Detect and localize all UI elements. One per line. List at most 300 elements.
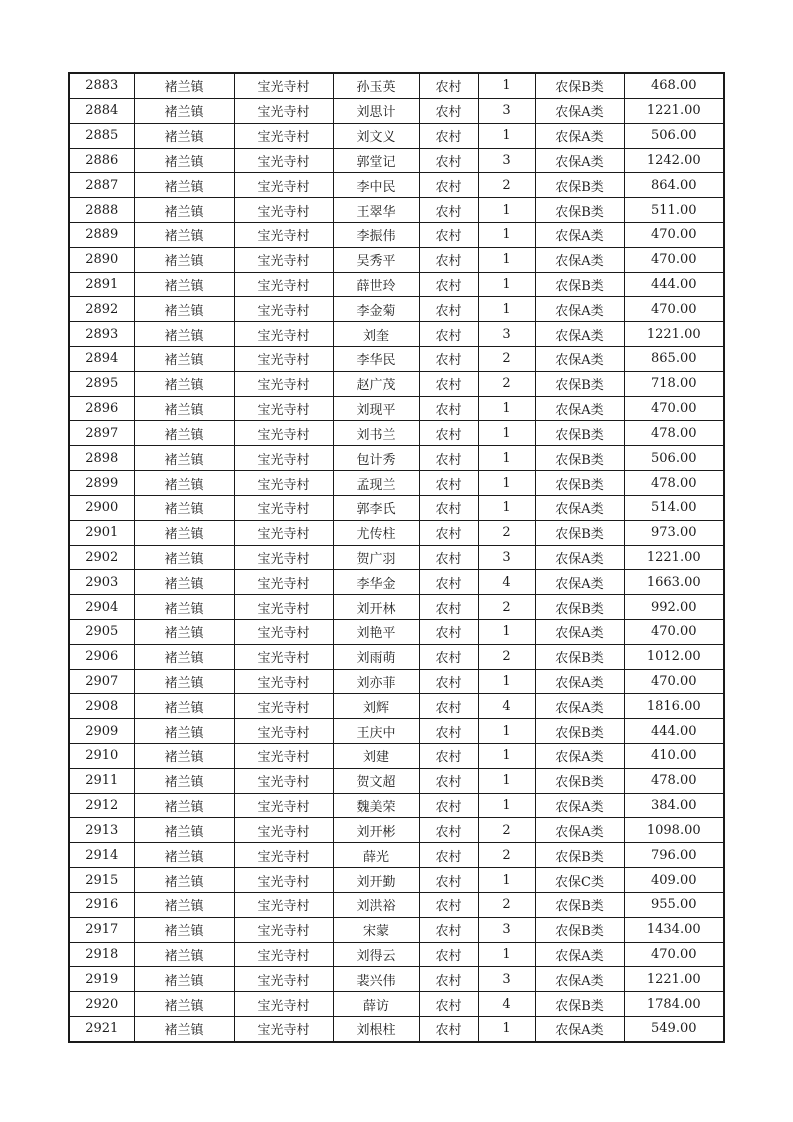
cell-person-count: 3 — [478, 967, 535, 992]
cell-residence-type: 农村 — [419, 421, 478, 446]
table-row — [69, 570, 724, 595]
cell-person-count: 1 — [478, 669, 535, 694]
cell-residence-type: 农村 — [419, 545, 478, 570]
table-row — [69, 347, 724, 372]
cell-village: 宝光寺村 — [234, 967, 333, 992]
cell-insurance-category: 农保B类 — [535, 892, 624, 917]
cell-amount: 1221.00 — [624, 545, 724, 570]
cell-person-name: 李华民 — [333, 347, 419, 372]
cell-village: 宝光寺村 — [234, 818, 333, 843]
table-row — [69, 98, 724, 123]
cell-residence-type: 农村 — [419, 322, 478, 347]
cell-amount: 1242.00 — [624, 148, 724, 173]
cell-person-count: 1 — [478, 471, 535, 496]
cell-person-count: 2 — [478, 843, 535, 868]
cell-insurance-category: 农保B类 — [535, 992, 624, 1017]
cell-sequence-number: 2907 — [69, 669, 134, 694]
cell-sequence-number: 2903 — [69, 570, 134, 595]
cell-town: 褚兰镇 — [134, 371, 234, 396]
cell-person-count: 2 — [478, 644, 535, 669]
cell-town: 褚兰镇 — [134, 768, 234, 793]
cell-person-count: 1 — [478, 297, 535, 322]
cell-sequence-number: 2911 — [69, 768, 134, 793]
cell-sequence-number: 2916 — [69, 892, 134, 917]
cell-sequence-number: 2886 — [69, 148, 134, 173]
cell-residence-type: 农村 — [419, 967, 478, 992]
cell-amount: 470.00 — [624, 619, 724, 644]
cell-insurance-category: 农保A类 — [535, 570, 624, 595]
cell-person-count: 1 — [478, 793, 535, 818]
cell-amount: 470.00 — [624, 222, 724, 247]
cell-person-name: 薛世玲 — [333, 272, 419, 297]
cell-insurance-category: 农保A类 — [535, 322, 624, 347]
cell-amount: 1098.00 — [624, 818, 724, 843]
cell-amount: 384.00 — [624, 793, 724, 818]
cell-village: 宝光寺村 — [234, 371, 333, 396]
table-row — [69, 694, 724, 719]
cell-amount: 1434.00 — [624, 917, 724, 942]
cell-insurance-category: 农保A类 — [535, 297, 624, 322]
cell-amount: 796.00 — [624, 843, 724, 868]
cell-town: 褚兰镇 — [134, 98, 234, 123]
cell-village: 宝光寺村 — [234, 297, 333, 322]
cell-residence-type: 农村 — [419, 768, 478, 793]
cell-person-name: 刘得云 — [333, 942, 419, 967]
cell-sequence-number: 2896 — [69, 396, 134, 421]
cell-insurance-category: 农保B类 — [535, 371, 624, 396]
cell-person-name: 刘开勤 — [333, 868, 419, 893]
cell-sequence-number: 2899 — [69, 471, 134, 496]
cell-insurance-category: 农保B类 — [535, 843, 624, 868]
cell-sequence-number: 2884 — [69, 98, 134, 123]
table-row — [69, 222, 724, 247]
cell-residence-type: 农村 — [419, 619, 478, 644]
cell-town: 褚兰镇 — [134, 793, 234, 818]
cell-insurance-category: 农保B类 — [535, 917, 624, 942]
cell-amount: 470.00 — [624, 297, 724, 322]
cell-person-count: 1 — [478, 744, 535, 769]
cell-person-name: 刘书兰 — [333, 421, 419, 446]
cell-person-name: 魏美荣 — [333, 793, 419, 818]
cell-village: 宝光寺村 — [234, 595, 333, 620]
cell-village: 宝光寺村 — [234, 98, 333, 123]
cell-amount: 444.00 — [624, 719, 724, 744]
cell-person-count: 4 — [478, 992, 535, 1017]
cell-town: 褚兰镇 — [134, 719, 234, 744]
cell-insurance-category: 农保A类 — [535, 123, 624, 148]
table-row — [69, 768, 724, 793]
cell-town: 褚兰镇 — [134, 644, 234, 669]
cell-village: 宝光寺村 — [234, 148, 333, 173]
cell-residence-type: 农村 — [419, 942, 478, 967]
cell-person-name: 贺文超 — [333, 768, 419, 793]
cell-village: 宝光寺村 — [234, 471, 333, 496]
cell-village: 宝光寺村 — [234, 768, 333, 793]
cell-village: 宝光寺村 — [234, 917, 333, 942]
cell-town: 褚兰镇 — [134, 471, 234, 496]
table-row — [69, 892, 724, 917]
cell-sequence-number: 2914 — [69, 843, 134, 868]
cell-residence-type: 农村 — [419, 148, 478, 173]
cell-town: 褚兰镇 — [134, 818, 234, 843]
cell-person-count: 1 — [478, 868, 535, 893]
cell-sequence-number: 2883 — [69, 73, 134, 98]
cell-insurance-category: 农保A类 — [535, 98, 624, 123]
cell-town: 褚兰镇 — [134, 917, 234, 942]
table-row — [69, 471, 724, 496]
cell-residence-type: 农村 — [419, 669, 478, 694]
cell-town: 褚兰镇 — [134, 272, 234, 297]
cell-sequence-number: 2892 — [69, 297, 134, 322]
cell-amount: 718.00 — [624, 371, 724, 396]
cell-amount: 1221.00 — [624, 322, 724, 347]
table-row — [69, 1016, 724, 1042]
cell-sequence-number: 2921 — [69, 1016, 134, 1042]
cell-residence-type: 农村 — [419, 446, 478, 471]
cell-insurance-category: 农保A类 — [535, 222, 624, 247]
cell-village: 宝光寺村 — [234, 520, 333, 545]
cell-person-count: 1 — [478, 123, 535, 148]
table-row — [69, 148, 724, 173]
cell-person-name: 李中民 — [333, 173, 419, 198]
cell-amount: 410.00 — [624, 744, 724, 769]
cell-person-name: 刘雨萌 — [333, 644, 419, 669]
table-row — [69, 719, 724, 744]
cell-insurance-category: 农保A类 — [535, 669, 624, 694]
cell-residence-type: 农村 — [419, 719, 478, 744]
cell-village: 宝光寺村 — [234, 992, 333, 1017]
cell-town: 褚兰镇 — [134, 322, 234, 347]
cell-sequence-number: 2917 — [69, 917, 134, 942]
cell-sequence-number: 2919 — [69, 967, 134, 992]
table-row — [69, 818, 724, 843]
cell-person-name: 王翠华 — [333, 198, 419, 223]
cell-town: 褚兰镇 — [134, 148, 234, 173]
cell-person-count: 1 — [478, 73, 535, 98]
cell-person-count: 3 — [478, 98, 535, 123]
cell-amount: 468.00 — [624, 73, 724, 98]
cell-person-name: 包计秀 — [333, 446, 419, 471]
cell-village: 宝光寺村 — [234, 793, 333, 818]
cell-town: 褚兰镇 — [134, 545, 234, 570]
cell-insurance-category: 农保A类 — [535, 148, 624, 173]
cell-person-name: 刘根柱 — [333, 1016, 419, 1042]
cell-person-name: 吴秀平 — [333, 247, 419, 272]
cell-sequence-number: 2888 — [69, 198, 134, 223]
cell-insurance-category: 农保A类 — [535, 247, 624, 272]
cell-residence-type: 农村 — [419, 123, 478, 148]
cell-amount: 470.00 — [624, 669, 724, 694]
cell-village: 宝光寺村 — [234, 545, 333, 570]
cell-person-name: 刘辉 — [333, 694, 419, 719]
cell-sequence-number: 2909 — [69, 719, 134, 744]
cell-sequence-number: 2920 — [69, 992, 134, 1017]
cell-amount: 511.00 — [624, 198, 724, 223]
cell-village: 宝光寺村 — [234, 570, 333, 595]
pension-roster-table — [68, 72, 725, 1043]
cell-village: 宝光寺村 — [234, 942, 333, 967]
cell-town: 褚兰镇 — [134, 744, 234, 769]
cell-amount: 973.00 — [624, 520, 724, 545]
cell-person-count: 1 — [478, 272, 535, 297]
cell-amount: 478.00 — [624, 471, 724, 496]
cell-village: 宝光寺村 — [234, 868, 333, 893]
cell-sequence-number: 2913 — [69, 818, 134, 843]
cell-residence-type: 农村 — [419, 73, 478, 98]
table-row — [69, 917, 724, 942]
table-row — [69, 198, 724, 223]
cell-person-count: 4 — [478, 694, 535, 719]
cell-village: 宝光寺村 — [234, 123, 333, 148]
cell-person-count: 1 — [478, 1016, 535, 1042]
table-row — [69, 421, 724, 446]
cell-person-name: 贺广羽 — [333, 545, 419, 570]
table-row — [69, 942, 724, 967]
cell-person-name: 尤传柱 — [333, 520, 419, 545]
cell-person-name: 宋蒙 — [333, 917, 419, 942]
cell-sequence-number: 2906 — [69, 644, 134, 669]
cell-person-name: 王庆中 — [333, 719, 419, 744]
cell-person-count: 3 — [478, 148, 535, 173]
cell-residence-type: 农村 — [419, 744, 478, 769]
cell-residence-type: 农村 — [419, 892, 478, 917]
cell-person-name: 孟现兰 — [333, 471, 419, 496]
cell-residence-type: 农村 — [419, 644, 478, 669]
cell-amount: 549.00 — [624, 1016, 724, 1042]
cell-village: 宝光寺村 — [234, 669, 333, 694]
cell-person-count: 3 — [478, 917, 535, 942]
cell-town: 褚兰镇 — [134, 123, 234, 148]
cell-residence-type: 农村 — [419, 347, 478, 372]
cell-village: 宝光寺村 — [234, 644, 333, 669]
cell-amount: 864.00 — [624, 173, 724, 198]
table-row — [69, 868, 724, 893]
cell-town: 褚兰镇 — [134, 446, 234, 471]
cell-village: 宝光寺村 — [234, 73, 333, 98]
cell-insurance-category: 农保B类 — [535, 198, 624, 223]
cell-insurance-category: 农保B类 — [535, 173, 624, 198]
cell-insurance-category: 农保A类 — [535, 1016, 624, 1042]
cell-person-name: 李振伟 — [333, 222, 419, 247]
cell-insurance-category: 农保A类 — [535, 744, 624, 769]
cell-village: 宝光寺村 — [234, 322, 333, 347]
cell-insurance-category: 农保A类 — [535, 396, 624, 421]
cell-village: 宝光寺村 — [234, 619, 333, 644]
cell-person-name: 郭堂记 — [333, 148, 419, 173]
cell-town: 褚兰镇 — [134, 942, 234, 967]
cell-town: 褚兰镇 — [134, 619, 234, 644]
cell-village: 宝光寺村 — [234, 843, 333, 868]
table-row — [69, 123, 724, 148]
cell-sequence-number: 2897 — [69, 421, 134, 446]
cell-town: 褚兰镇 — [134, 967, 234, 992]
table-row — [69, 545, 724, 570]
cell-village: 宝光寺村 — [234, 694, 333, 719]
cell-person-count: 1 — [478, 247, 535, 272]
cell-person-name: 薛光 — [333, 843, 419, 868]
cell-town: 褚兰镇 — [134, 247, 234, 272]
table-row — [69, 371, 724, 396]
cell-residence-type: 农村 — [419, 992, 478, 1017]
cell-village: 宝光寺村 — [234, 744, 333, 769]
cell-person-name: 刘开林 — [333, 595, 419, 620]
cell-residence-type: 农村 — [419, 694, 478, 719]
table-row — [69, 495, 724, 520]
cell-town: 褚兰镇 — [134, 595, 234, 620]
cell-person-count: 4 — [478, 570, 535, 595]
cell-sequence-number: 2885 — [69, 123, 134, 148]
cell-person-name: 刘现平 — [333, 396, 419, 421]
cell-person-name: 赵广茂 — [333, 371, 419, 396]
cell-residence-type: 农村 — [419, 793, 478, 818]
cell-person-name: 刘艳平 — [333, 619, 419, 644]
cell-amount: 409.00 — [624, 868, 724, 893]
cell-sequence-number: 2894 — [69, 347, 134, 372]
cell-amount: 1012.00 — [624, 644, 724, 669]
cell-sequence-number: 2902 — [69, 545, 134, 570]
cell-insurance-category: 农保A类 — [535, 967, 624, 992]
cell-village: 宝光寺村 — [234, 347, 333, 372]
cell-town: 褚兰镇 — [134, 173, 234, 198]
cell-person-count: 1 — [478, 619, 535, 644]
cell-town: 褚兰镇 — [134, 222, 234, 247]
table-row — [69, 73, 724, 98]
cell-sequence-number: 2900 — [69, 495, 134, 520]
cell-insurance-category: 农保A类 — [535, 818, 624, 843]
cell-sequence-number: 2915 — [69, 868, 134, 893]
cell-insurance-category: 农保B类 — [535, 73, 624, 98]
cell-residence-type: 农村 — [419, 471, 478, 496]
cell-sequence-number: 2908 — [69, 694, 134, 719]
cell-village: 宝光寺村 — [234, 247, 333, 272]
cell-residence-type: 农村 — [419, 917, 478, 942]
cell-person-name: 刘开彬 — [333, 818, 419, 843]
cell-residence-type: 农村 — [419, 98, 478, 123]
cell-person-count: 2 — [478, 173, 535, 198]
table-row — [69, 322, 724, 347]
cell-person-count: 1 — [478, 198, 535, 223]
cell-insurance-category: 农保B类 — [535, 471, 624, 496]
cell-town: 褚兰镇 — [134, 198, 234, 223]
cell-person-count: 1 — [478, 222, 535, 247]
cell-insurance-category: 农保B类 — [535, 595, 624, 620]
cell-sequence-number: 2890 — [69, 247, 134, 272]
cell-insurance-category: 农保B类 — [535, 272, 624, 297]
cell-amount: 506.00 — [624, 446, 724, 471]
cell-person-name: 刘文义 — [333, 123, 419, 148]
cell-residence-type: 农村 — [419, 843, 478, 868]
roster-table-body — [69, 73, 724, 1042]
cell-person-count: 2 — [478, 520, 535, 545]
cell-village: 宝光寺村 — [234, 446, 333, 471]
cell-residence-type: 农村 — [419, 595, 478, 620]
cell-person-count: 3 — [478, 322, 535, 347]
cell-sequence-number: 2889 — [69, 222, 134, 247]
cell-sequence-number: 2901 — [69, 520, 134, 545]
cell-person-count: 1 — [478, 396, 535, 421]
cell-amount: 470.00 — [624, 396, 724, 421]
cell-residence-type: 农村 — [419, 495, 478, 520]
table-row — [69, 967, 724, 992]
cell-person-count: 2 — [478, 347, 535, 372]
cell-amount: 1784.00 — [624, 992, 724, 1017]
cell-town: 褚兰镇 — [134, 520, 234, 545]
cell-amount: 1221.00 — [624, 967, 724, 992]
cell-sequence-number: 2887 — [69, 173, 134, 198]
cell-town: 褚兰镇 — [134, 1016, 234, 1042]
table-row — [69, 173, 724, 198]
cell-sequence-number: 2912 — [69, 793, 134, 818]
cell-insurance-category: 农保B类 — [535, 719, 624, 744]
cell-village: 宝光寺村 — [234, 495, 333, 520]
cell-insurance-category: 农保A类 — [535, 619, 624, 644]
cell-sequence-number: 2895 — [69, 371, 134, 396]
cell-village: 宝光寺村 — [234, 272, 333, 297]
table-row — [69, 595, 724, 620]
cell-town: 褚兰镇 — [134, 992, 234, 1017]
cell-person-name: 刘奎 — [333, 322, 419, 347]
cell-town: 褚兰镇 — [134, 347, 234, 372]
cell-village: 宝光寺村 — [234, 198, 333, 223]
cell-person-name: 李金菊 — [333, 297, 419, 322]
table-row — [69, 297, 724, 322]
cell-residence-type: 农村 — [419, 1016, 478, 1042]
cell-insurance-category: 农保C类 — [535, 868, 624, 893]
cell-person-count: 2 — [478, 371, 535, 396]
cell-residence-type: 农村 — [419, 247, 478, 272]
cell-town: 褚兰镇 — [134, 570, 234, 595]
cell-insurance-category: 农保B类 — [535, 520, 624, 545]
cell-town: 褚兰镇 — [134, 421, 234, 446]
cell-insurance-category: 农保A类 — [535, 793, 624, 818]
cell-sequence-number: 2893 — [69, 322, 134, 347]
cell-person-name: 刘亦菲 — [333, 669, 419, 694]
cell-town: 褚兰镇 — [134, 868, 234, 893]
cell-person-count: 1 — [478, 495, 535, 520]
cell-person-count: 2 — [478, 892, 535, 917]
cell-residence-type: 农村 — [419, 173, 478, 198]
table-row — [69, 446, 724, 471]
cell-amount: 478.00 — [624, 421, 724, 446]
cell-person-count: 2 — [478, 818, 535, 843]
cell-town: 褚兰镇 — [134, 73, 234, 98]
table-row — [69, 669, 724, 694]
cell-amount: 514.00 — [624, 495, 724, 520]
cell-village: 宝光寺村 — [234, 421, 333, 446]
cell-town: 褚兰镇 — [134, 396, 234, 421]
cell-person-count: 1 — [478, 942, 535, 967]
cell-person-name: 刘思计 — [333, 98, 419, 123]
cell-village: 宝光寺村 — [234, 719, 333, 744]
cell-person-name: 李华金 — [333, 570, 419, 595]
cell-person-name: 薛访 — [333, 992, 419, 1017]
cell-village: 宝光寺村 — [234, 1016, 333, 1042]
cell-sequence-number: 2904 — [69, 595, 134, 620]
table-row — [69, 644, 724, 669]
table-row — [69, 992, 724, 1017]
cell-amount: 478.00 — [624, 768, 724, 793]
cell-amount: 506.00 — [624, 123, 724, 148]
cell-town: 褚兰镇 — [134, 297, 234, 322]
table-row — [69, 619, 724, 644]
cell-village: 宝光寺村 — [234, 173, 333, 198]
cell-residence-type: 农村 — [419, 396, 478, 421]
cell-residence-type: 农村 — [419, 818, 478, 843]
cell-village: 宝光寺村 — [234, 222, 333, 247]
cell-sequence-number: 2918 — [69, 942, 134, 967]
cell-residence-type: 农村 — [419, 868, 478, 893]
cell-town: 褚兰镇 — [134, 843, 234, 868]
